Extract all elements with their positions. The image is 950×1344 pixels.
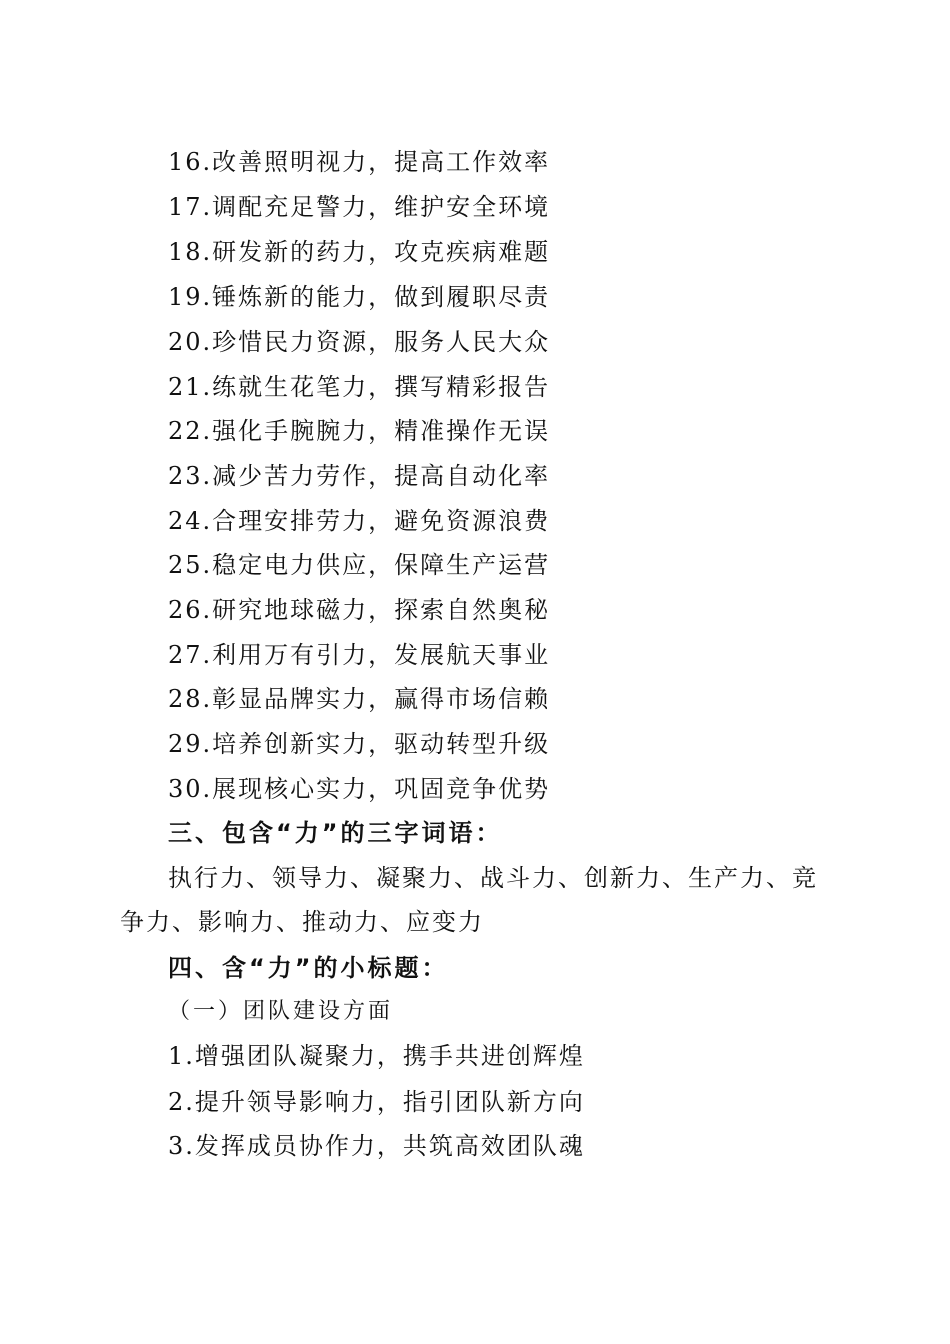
list-item: 21.练就生花笔力，撰写精彩报告: [168, 373, 551, 401]
list-item: 16.改善照明视力，提高工作效率: [168, 148, 551, 176]
list-item: 22.强化手腕腕力，精准操作无误: [168, 417, 551, 445]
list-item: 23.减少苦力劳作，提高自动化率: [168, 462, 551, 490]
list-item: 27.利用万有引力，发展航天事业: [168, 641, 551, 669]
list-item: 28.彰显品牌实力，赢得市场信赖: [168, 685, 551, 713]
list-item: 17.调配充足警力，维护安全环境: [168, 193, 551, 221]
list-item: 1.增强团队凝聚力，携手共进创辉煌: [168, 1042, 585, 1070]
list-item: 19.锤炼新的能力，做到履职尽责: [168, 283, 551, 311]
subheading: （一）团队建设方面: [168, 999, 394, 1024]
list-item: 2.提升领导影响力，指引团队新方向: [168, 1088, 585, 1116]
list-item: 26.研究地球磁力，探索自然奥秘: [168, 596, 551, 624]
section-heading: 四、含“力”的小标题：: [168, 954, 449, 982]
list-item: 20.珍惜民力资源，服务人民大众: [168, 328, 551, 356]
list-item: 29.培养创新实力，驱动转型升级: [168, 730, 551, 758]
list-item: 3.发挥成员协作力，共筑高效团队魂: [168, 1132, 585, 1160]
list-item: 30.展现核心实力，巩固竞争优势: [168, 775, 551, 803]
paragraph: 执行力、领导力、凝聚力、战斗力、创新力、生产力、竞争力、影响力、推动力、应变力: [120, 864, 818, 936]
section-heading: 三、包含“力”的三字词语：: [168, 819, 503, 847]
list-item: 18.研发新的药力，攻克疾病难题: [168, 238, 551, 266]
list-item: 24.合理安排劳力，避免资源浪费: [168, 507, 551, 535]
list-item: 25.稳定电力供应，保障生产运营: [168, 551, 551, 579]
